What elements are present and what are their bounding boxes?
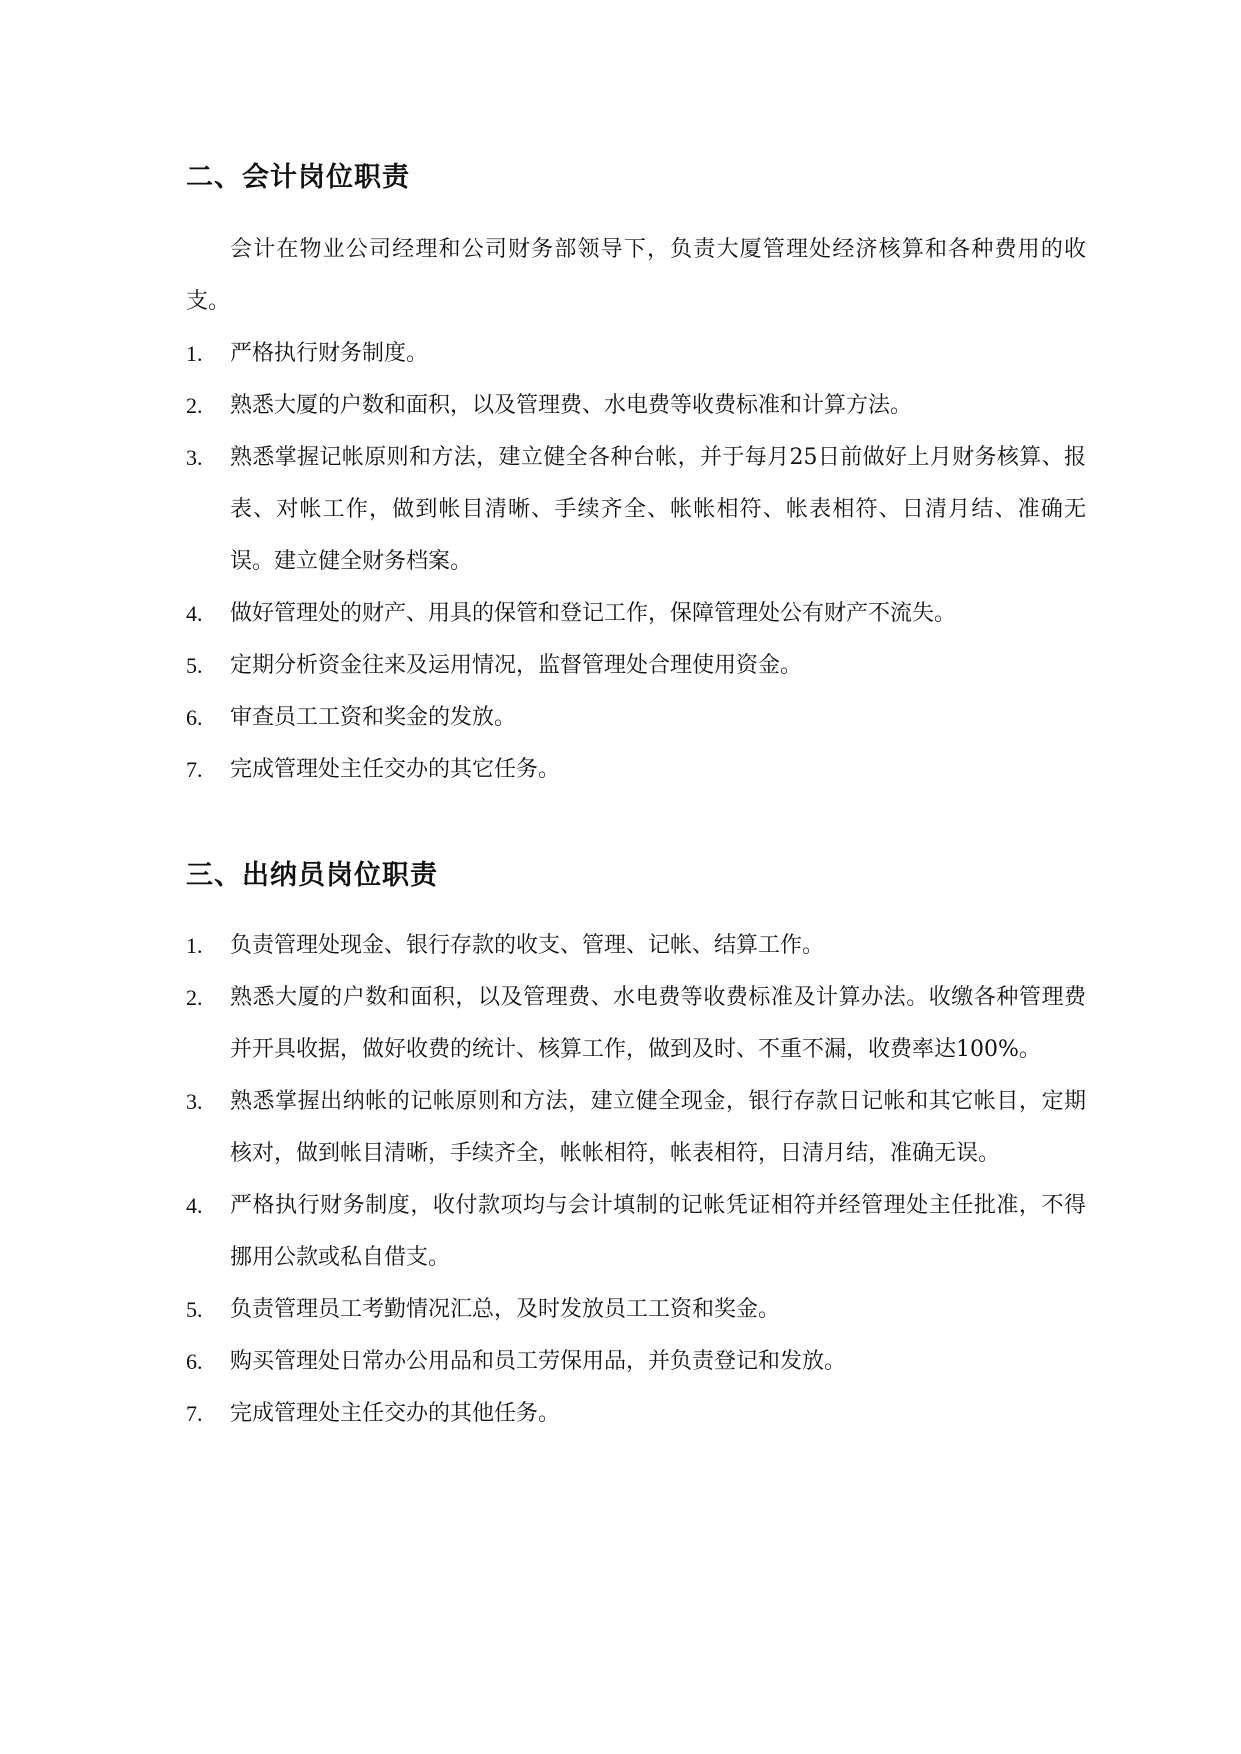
item-text: 严格执行财务制度。: [230, 341, 429, 366]
item-number: 1.: [186, 933, 203, 958]
item-number: 7.: [186, 1401, 203, 1426]
item-text: 严格执行财务制度，收付款项均与会计填制的记帐凭证相符并经管理处主任批准，不得挪用公款或私自借支。: [230, 1193, 1086, 1270]
cashier-duties-section: [186, 856, 1086, 1440]
item-number: 4.: [186, 1193, 203, 1218]
item-text: 熟悉大厦的户数和面积，以及管理费、水电费等收费标准和计算方法。: [230, 393, 913, 418]
item-text: 熟悉大厦的户数和面积，以及管理费、水电费等收费标准及计算办法。收缴各种管理费并开具收据，做好收费的统计、核算工作，做到及时、不重不漏，收费率达100%。: [230, 985, 1086, 1062]
item-number: 1.: [186, 341, 203, 366]
list-item: [186, 640, 1086, 692]
item-number: 6.: [186, 705, 203, 730]
list-item: [186, 1284, 1086, 1336]
item-text: 做好管理处的财产、用具的保管和登记工作，保障管理处公有财产不流失。: [230, 601, 957, 626]
item-text: 定期分析资金往来及运用情况，监督管理处合理使用资金。: [230, 653, 803, 678]
item-text: 负责管理处现金、银行存款的收支、管理、记帐、结算工作。: [230, 933, 825, 958]
list-item: [186, 380, 1086, 432]
item-number: 2.: [186, 985, 203, 1010]
item-text: 熟悉掌握出纳帐的记帐原则和方法，建立健全现金，银行存款日记帐和其它帐目，定期核对，做到帐目清晰，手续齐全，帐帐相符，帐表相符，日清月结，准确无误。: [230, 1089, 1086, 1166]
list-item: [186, 972, 1086, 1076]
item-number: 4.: [186, 601, 203, 626]
item-number: 3.: [186, 1089, 203, 1114]
list-item: [186, 744, 1086, 796]
list-item: [186, 1076, 1086, 1180]
list-item: [186, 1180, 1086, 1284]
accountant-duties-section: [186, 158, 1086, 796]
section-intro: 会计在物业公司经理和公司财务部领导下，负责大厦管理处经济核算和各种费用的收支。: [186, 237, 1086, 314]
list-item: [186, 328, 1086, 380]
list-item: [186, 432, 1086, 588]
list-item: [186, 1388, 1086, 1440]
list-item: [186, 588, 1086, 640]
item-text: 负责管理员工考勤情况汇总，及时发放员工工资和奖金。: [230, 1297, 781, 1322]
list-item: [186, 1336, 1086, 1388]
item-number: 5.: [186, 1297, 203, 1322]
item-number: 7.: [186, 757, 203, 782]
duties-list: [186, 328, 1086, 796]
item-number: 5.: [186, 653, 203, 678]
section-heading: 三、出纳员岗位职责: [186, 860, 438, 891]
item-number: 3.: [186, 445, 203, 470]
item-text: 完成管理处主任交办的其他任务。: [230, 1401, 561, 1426]
duties-list: [186, 920, 1086, 1440]
item-text: 熟悉掌握记帐原则和方法，建立健全各种台帐，并于每月25日前做好上月财务核算、报表、对帐工作，做到帐目清晰、手续齐全、帐帐相符、帐表相符、日清月结、准确无误。建立健全财务档案。: [230, 445, 1086, 574]
item-text: 完成管理处主任交办的其它任务。: [230, 757, 561, 782]
list-item: [186, 920, 1086, 972]
list-item: [186, 692, 1086, 744]
item-text: 审查员工工资和奖金的发放。: [230, 705, 517, 730]
section-heading: 二、会计岗位职责: [186, 162, 410, 193]
item-number: 6.: [186, 1349, 203, 1374]
item-number: 2.: [186, 393, 203, 418]
item-text: 购买管理处日常办公用品和员工劳保用品，并负责登记和发放。: [230, 1349, 847, 1374]
